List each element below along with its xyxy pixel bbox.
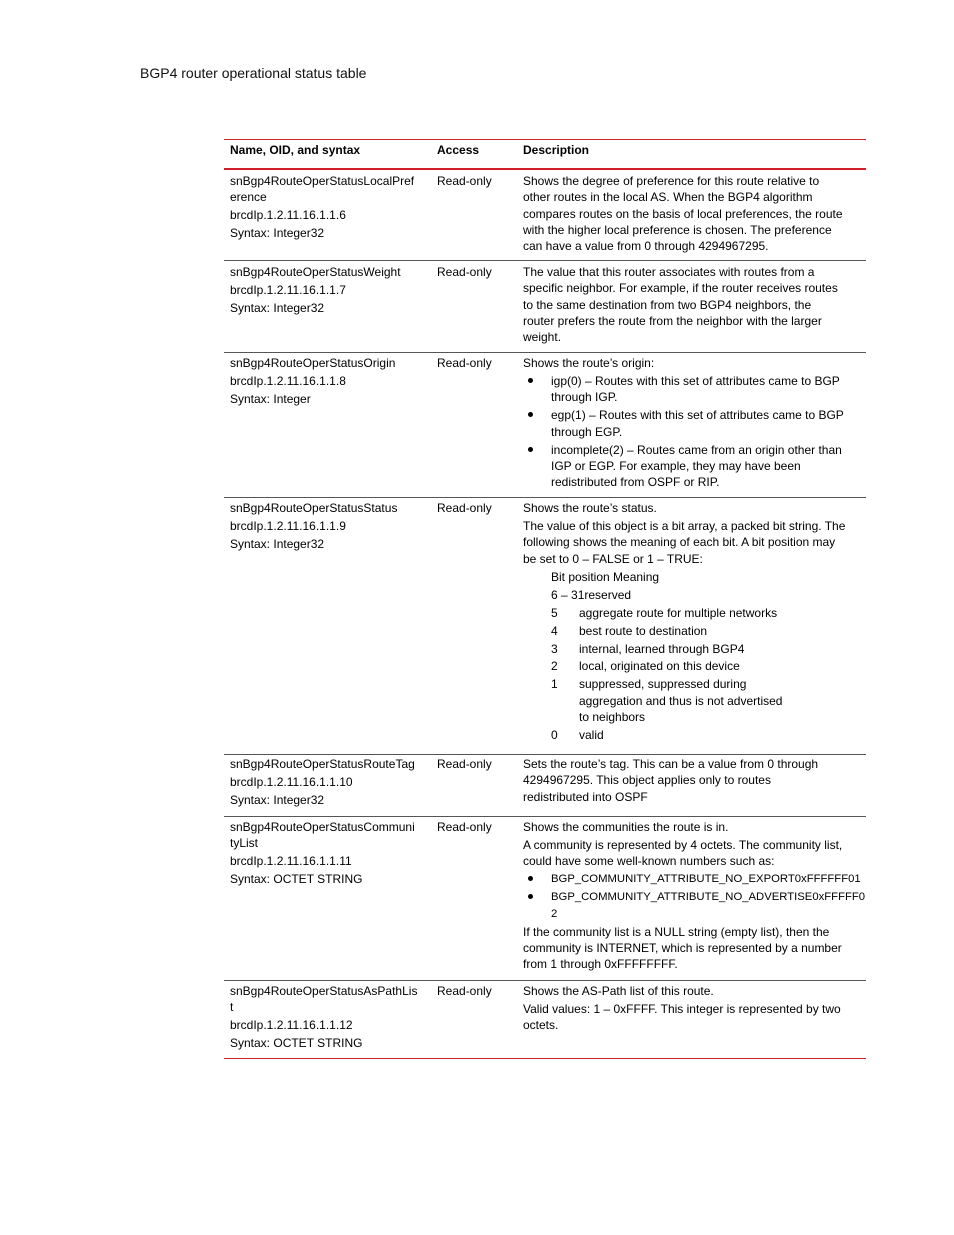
- object-name-cell: [230, 173, 428, 243]
- column-header-access: Access: [437, 143, 480, 157]
- description-line: octets.: [523, 1018, 559, 1033]
- object-name-cell: [230, 264, 428, 318]
- bit-meaning: aggregate route for multiple networks: [579, 605, 778, 620]
- access-cell: Read-only: [437, 757, 492, 771]
- bit-row: [523, 605, 861, 621]
- table-row: [224, 755, 866, 817]
- bit-meaning: local, originated on this device: [579, 659, 740, 674]
- description-line: The value that this router associates with routes from a: [523, 265, 815, 279]
- description-line: can have a value from 0 through 4294967295.: [523, 239, 769, 254]
- object-oid: brcdIp.1.2.11.16.1.1.6: [230, 208, 346, 223]
- description-line: could have some well-known numbers such as:: [523, 854, 775, 869]
- list-item-line: through EGP.: [551, 424, 623, 439]
- object-name-cell: [230, 819, 428, 889]
- mib-object-table: [224, 139, 866, 1059]
- description-line: weight.: [523, 330, 562, 345]
- bit-meaning: valid: [579, 728, 604, 743]
- bit-number: 1: [551, 677, 558, 692]
- description-line: redistributed into OSPF: [523, 789, 648, 804]
- description-intro: Shows the AS-Path list of this route.: [523, 984, 714, 998]
- bit-row: [523, 641, 861, 657]
- table-row: [224, 353, 866, 498]
- object-name: snBgp4RouteOperStatusLocalPref: [230, 174, 415, 188]
- object-syntax: Syntax: OCTET STRING: [230, 872, 363, 887]
- object-name: snBgp4RouteOperStatusOrigin: [230, 356, 396, 370]
- object-name-continued: erence: [230, 190, 267, 205]
- list-item-line: IGP or EGP. For example, they may have been: [551, 458, 801, 473]
- bit-row-reserved: 6 – 31reserved: [551, 587, 632, 602]
- bit-row: [523, 623, 861, 639]
- description-line: Sets the route’s tag. This can be a value from 0 through: [523, 757, 819, 771]
- object-name: snBgp4RouteOperStatusAsPathLis: [230, 984, 418, 998]
- description-cell: [523, 756, 861, 805]
- list-item: [523, 889, 866, 922]
- table-row: [224, 261, 866, 353]
- bit-meaning: suppressed, suppressed during: [579, 677, 747, 692]
- object-name: snBgp4RouteOperStatusCommuni: [230, 820, 415, 834]
- list-item: [523, 871, 861, 887]
- description-intro: Shows the route’s status.: [523, 501, 657, 515]
- access-cell: Read-only: [437, 265, 492, 279]
- table-header: [224, 140, 866, 170]
- description-cell: [523, 173, 861, 254]
- object-oid: brcdIp.1.2.11.16.1.1.10: [230, 774, 353, 789]
- bit-row: [523, 658, 861, 674]
- description-cell: [523, 264, 861, 345]
- access-cell: Read-only: [437, 820, 492, 834]
- object-oid: brcdIp.1.2.11.16.1.1.8: [230, 373, 346, 388]
- bit-row: [523, 676, 861, 725]
- bit-number: 3: [551, 641, 558, 656]
- description-line: Valid values: 1 – 0xFFFF. This integer is represented by two: [523, 1001, 841, 1016]
- object-name: snBgp4RouteOperStatusStatus: [230, 501, 398, 515]
- description-intro: Shows the communities the route is in.: [523, 820, 729, 834]
- description-line: following shows the meaning of each bit. A bit position may: [523, 535, 836, 550]
- access-cell: Read-only: [437, 356, 492, 370]
- table-row: [224, 170, 866, 261]
- description-intro: Shows the route’s origin:: [523, 356, 655, 370]
- column-header-name: Name, OID, and syntax: [230, 143, 361, 157]
- description-line: A community is represented by 4 octets. The community list,: [523, 837, 843, 852]
- object-name-continued: t: [230, 1000, 234, 1015]
- bit-meaning: internal, learned through BGP4: [579, 641, 745, 656]
- description-line: with the higher local preference is chosen. The preference: [523, 222, 832, 237]
- table-row: [224, 817, 866, 981]
- list-item: [523, 407, 861, 440]
- description-cell: [523, 355, 861, 492]
- bit-number: 0: [551, 728, 558, 743]
- description-cell: [523, 500, 861, 745]
- description-line: community is INTERNET, which is represented by a number: [523, 940, 842, 955]
- bit-row: [523, 727, 861, 743]
- object-name-continued: tyList: [230, 836, 259, 851]
- description-line: to the same destination from two BGP4 neighbors, the: [523, 297, 812, 312]
- list-item-line: BGP_COMMUNITY_ATTRIBUTE_NO_ADVERTISE0xFFFFF0: [551, 891, 866, 904]
- object-syntax: Syntax: Integer32: [230, 792, 325, 807]
- access-cell: Read-only: [437, 174, 492, 188]
- access-cell: Read-only: [437, 984, 492, 998]
- description-line: compares routes on the basis of local preferences, the route: [523, 206, 843, 221]
- access-cell: Read-only: [437, 501, 492, 515]
- object-oid: brcdIp.1.2.11.16.1.1.7: [230, 282, 346, 297]
- description-cell: [523, 819, 866, 972]
- table-row: [224, 981, 866, 1059]
- description-cell: [523, 983, 861, 1034]
- list-item: [523, 442, 861, 491]
- description-line: If the community list is a NULL string (empty list), then the: [523, 924, 830, 939]
- list-item-line: BGP_COMMUNITY_ATTRIBUTE_NO_EXPORT0xFFFFFF01: [551, 873, 861, 886]
- bit-number: 4: [551, 623, 558, 638]
- table-row: [224, 498, 866, 755]
- list-item-line: redistributed from OSPF or RIP.: [551, 475, 720, 490]
- running-head: BGP4 router operational status table: [140, 65, 367, 81]
- description-line: Shows the degree of preference for this route relative to: [523, 174, 820, 188]
- list-item-line: through IGP.: [551, 390, 618, 405]
- object-name: snBgp4RouteOperStatusRouteTag: [230, 757, 415, 771]
- object-name-cell: [230, 355, 428, 409]
- object-oid: brcdIp.1.2.11.16.1.1.11: [230, 854, 352, 869]
- list-item: [523, 373, 861, 406]
- description-line: be set to 0 – FALSE or 1 – TRUE:: [523, 551, 703, 566]
- bit-meaning: aggregation and thus is not advertised: [579, 693, 783, 708]
- object-syntax: Syntax: Integer32: [230, 536, 325, 551]
- object-name-cell: [230, 983, 428, 1053]
- bit-table-header: Bit position Meaning: [551, 569, 660, 584]
- bit-meaning: best route to destination: [579, 623, 708, 638]
- description-line: 4294967295. This object applies only to routes: [523, 773, 771, 788]
- object-syntax: Syntax: Integer32: [230, 300, 325, 315]
- list-item-line: 2: [551, 907, 558, 920]
- list-item-line: incomplete(2) – Routes came from an origin other than: [551, 442, 842, 457]
- bit-meaning: to neighbors: [579, 710, 646, 725]
- object-syntax: Syntax: Integer: [230, 391, 311, 406]
- object-name: snBgp4RouteOperStatusWeight: [230, 265, 401, 279]
- description-line: router prefers the route from the neighbor with the larger: [523, 313, 822, 328]
- object-syntax: Syntax: Integer32: [230, 226, 325, 241]
- description-line: specific neighbor. For example, if the router receives routes: [523, 281, 838, 296]
- description-line: from 1 through 0xFFFFFFFF.: [523, 957, 678, 972]
- description-line: other routes in the local AS. When the BGP4 algorithm: [523, 190, 813, 205]
- list-item-line: igp(0) – Routes with this set of attributes came to BGP: [551, 373, 840, 388]
- object-oid: brcdIp.1.2.11.16.1.1.12: [230, 1018, 353, 1033]
- column-header-description: Description: [523, 143, 590, 157]
- object-name-cell: [230, 756, 428, 810]
- object-name-cell: [230, 500, 428, 554]
- bit-number: 2: [551, 659, 558, 674]
- list-item-line: egp(1) – Routes with this set of attributes came to BGP: [551, 408, 844, 423]
- object-syntax: Syntax: OCTET STRING: [230, 1036, 363, 1051]
- description-line: The value of this object is a bit array, a packed bit string. The: [523, 518, 846, 533]
- bit-number: 5: [551, 605, 558, 620]
- object-oid: brcdIp.1.2.11.16.1.1.9: [230, 518, 346, 533]
